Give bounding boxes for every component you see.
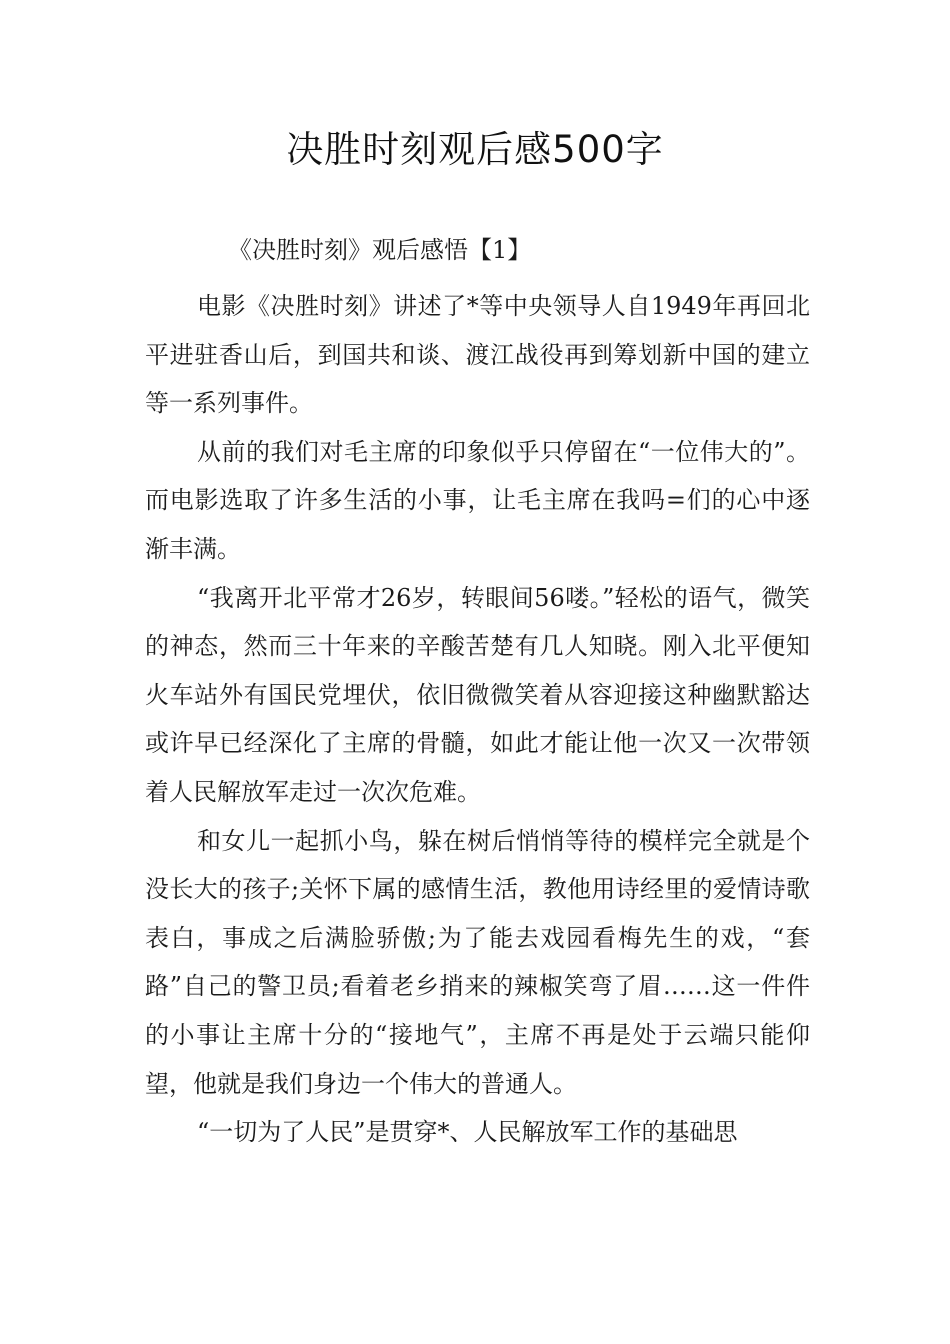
document-body [145, 282, 810, 1157]
paragraph-5: “一切为了人民”是贯穿*、人民解放军工作的基础思 [197, 1118, 738, 1147]
paragraph-3: “我离开北平常才26岁，转眼间56喽。”轻松的语气，微笑的神态，然而三十年来的辛酸苦楚有几人知晓。刚入北平便知火车站外有国民党埋伏，依旧微微笑着从容迎接这种幽默豁达或许早已经深化了主席的骨髓，如此才能让他一次又一次带领着人民解放军走过一次次危难。 [145, 583, 810, 806]
paragraph-2: 从前的我们对毛主席的印象似乎只停留在“一位伟大的”。而电影选取了许多生活的小事，让毛主席在我吗=们的心中逐渐丰满。 [145, 437, 810, 563]
paragraph-4: 和女儿一起抓小鸟，躲在树后悄悄等待的模样完全就是个没长大的孩子;关怀下属的感情生活，教他用诗经里的爱情诗歌表白，事成之后满脸骄傲;为了能去戏园看梅先生的戏，“套路”自己的警卫员;看着老乡捎来的辣椒笑弯了眉……这一件件的小事让主席十分的“接地气”，主席不再是处于云端只能仰望，他就是我们身边一个伟大的普通人。 [145, 826, 810, 1098]
document-subtitle: 《决胜时刻》观后感悟【1】 [228, 236, 532, 264]
document-title: 决胜时刻观后感500字 [286, 128, 664, 171]
paragraph-1: 电影《决胜时刻》讲述了*等中央领导人自1949年再回北平进驻香山后，到国共和谈、渡江战役再到筹划新中国的建立等一系列事件。 [145, 292, 810, 418]
